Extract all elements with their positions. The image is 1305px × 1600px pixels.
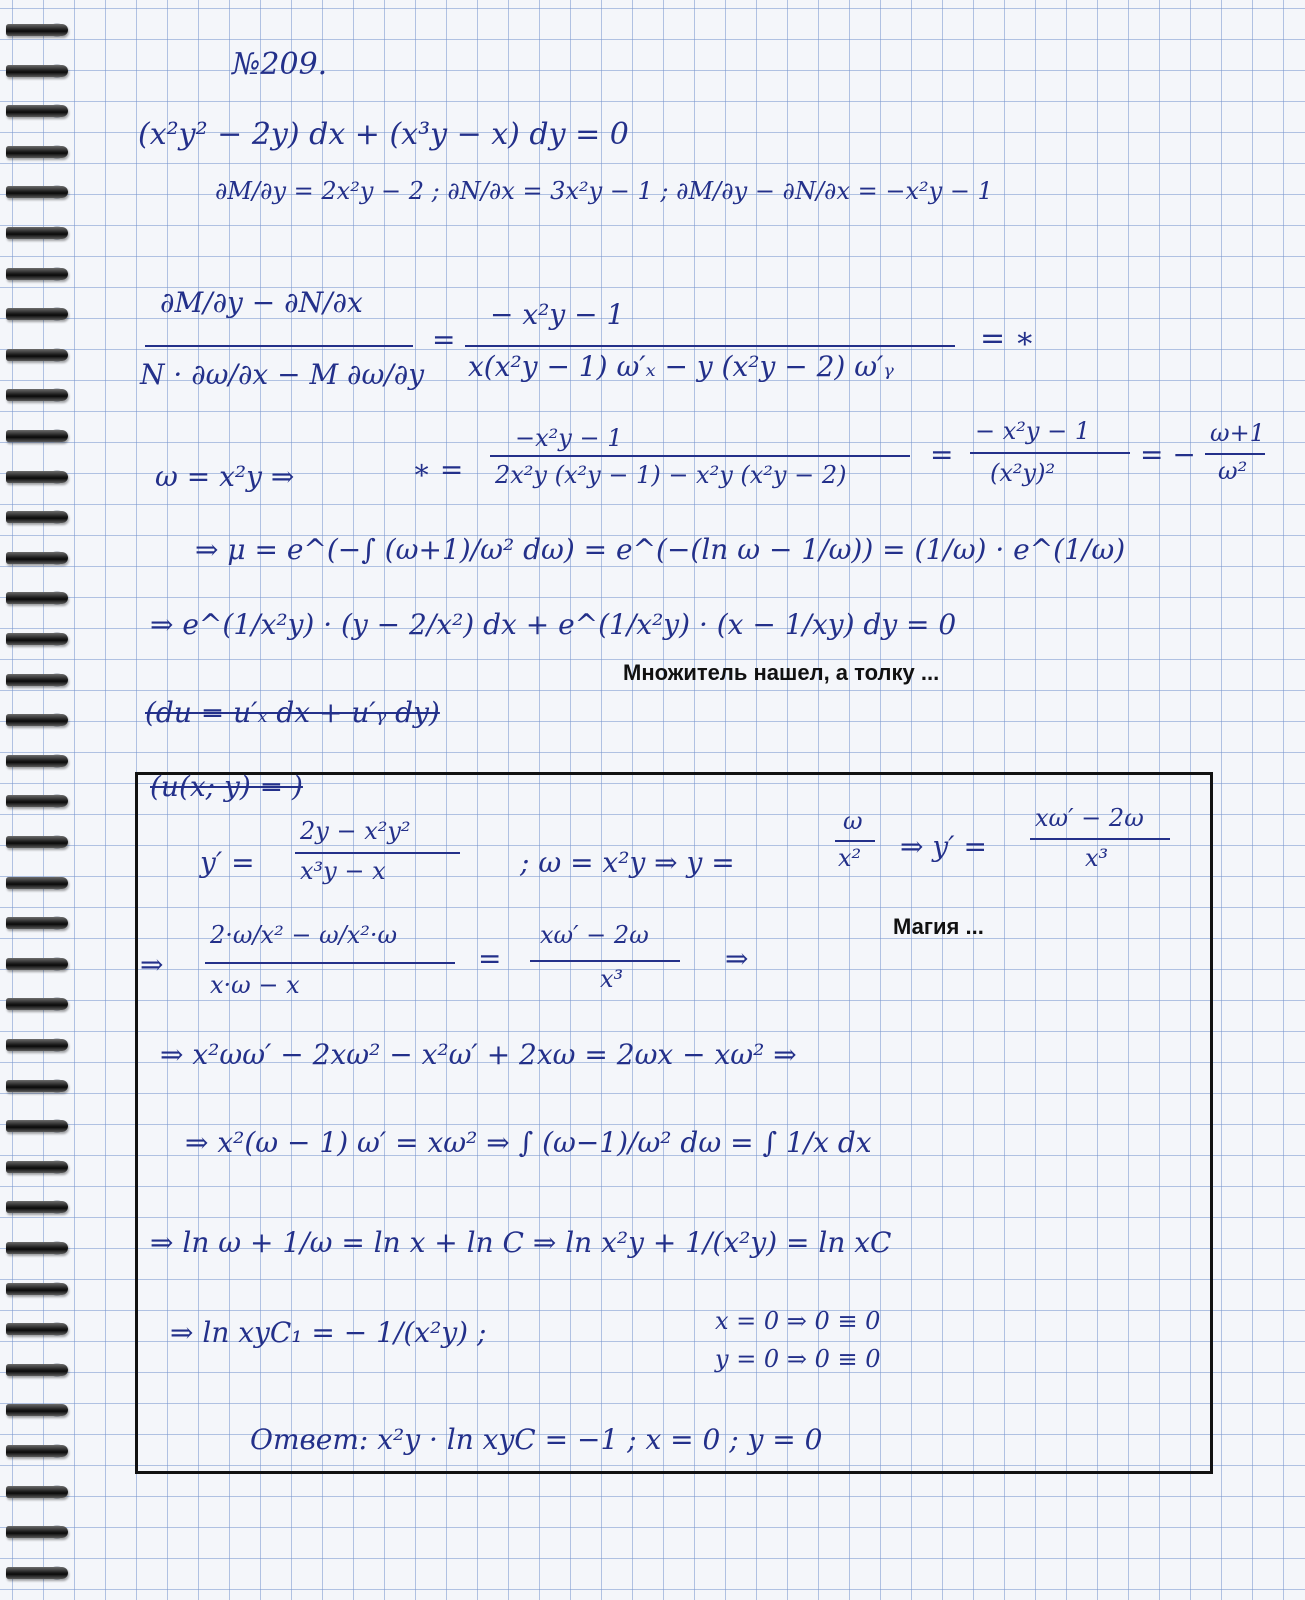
- box-l1-e-den: x³: [1085, 844, 1109, 872]
- binding-ring: [6, 511, 68, 523]
- binding-ring: [6, 1445, 68, 1457]
- binding-ring: [6, 877, 68, 889]
- box-l1-a: y′ =: [200, 846, 255, 879]
- binding-ring: [6, 755, 68, 767]
- box-l1-den: x³y − x: [300, 857, 386, 885]
- equation-line: (x²y² − 2y) dx + (x³y − x) dy = 0: [138, 117, 629, 152]
- binding-ring: [6, 389, 68, 401]
- binding-ring: [6, 714, 68, 726]
- answer-line: Ответ: x²y · ln xyC = −1 ; x = 0 ; y = 0: [250, 1423, 823, 1456]
- binding-ring: [6, 1039, 68, 1051]
- binding-ring: [6, 958, 68, 970]
- box-l1-c-num: ω: [843, 807, 863, 835]
- binding-ring: [6, 1323, 68, 1335]
- box-l1-e-num: xω′ − 2ω: [1035, 804, 1144, 832]
- binding-ring: [6, 471, 68, 483]
- fraction-bar: [205, 962, 455, 964]
- ratio-num-left: ∂M/∂y − ∂N/∂x: [160, 286, 363, 319]
- binding-ring: [6, 24, 68, 36]
- binding-ring: [6, 917, 68, 929]
- multiplier-note: Множитель нашел, а толку ...: [623, 660, 940, 685]
- binding-ring: [6, 552, 68, 564]
- box-l1-b: ; ω = x²y ⇒ y =: [520, 846, 735, 879]
- problem-number: №209.: [232, 47, 328, 82]
- subst-r1-den: (x²y)²: [990, 459, 1056, 487]
- binding-ring: [6, 1526, 68, 1538]
- multiplied-equation: ⇒ e^(1/x²y) · (y − 2/x²) dx + e^(1/x²y) · (x − 1/xy) dy = 0: [150, 608, 957, 641]
- binding-ring: [6, 186, 68, 198]
- subst-num: −x²y − 1: [515, 424, 623, 452]
- box-l6-r2: y = 0 ⇒ 0 ≡ 0: [715, 1345, 881, 1373]
- subst-star: ∗ =: [412, 453, 464, 486]
- equals-sign: =: [432, 323, 456, 356]
- struck-line-1: (du = u′ₓ dx + u′ᵧ dy): [145, 696, 440, 729]
- ratio-den-left: N · ∂ω/∂x − M ∂ω/∂y: [140, 358, 425, 391]
- box-l2-r-den: x³: [600, 965, 624, 993]
- struck-line-2: (u(x; y) = ): [150, 770, 303, 803]
- binding-ring: [6, 795, 68, 807]
- box-l2-a: ⇒: [140, 948, 164, 981]
- binding-ring: [6, 1404, 68, 1416]
- fraction-bar: [1030, 838, 1170, 840]
- binding-ring: [6, 1283, 68, 1295]
- subst-r2: = −: [1140, 438, 1196, 471]
- binding-ring: [6, 1201, 68, 1213]
- subst-r2-num: ω+1: [1210, 419, 1265, 447]
- binding-ring: [6, 430, 68, 442]
- box-l4: ⇒ x²(ω − 1) ω′ = xω² ⇒ ∫ (ω−1)/ω² dω = ∫ 1/x dx: [185, 1126, 872, 1159]
- fraction-bar: [295, 852, 460, 854]
- subst-left: ω = x²y ⇒: [155, 460, 295, 493]
- magic-note: Магия ...: [893, 914, 984, 939]
- binding-ring: [6, 1486, 68, 1498]
- binding-ring: [6, 349, 68, 361]
- binding-ring: [6, 146, 68, 158]
- binding-ring: [6, 998, 68, 1010]
- binding-ring: [6, 674, 68, 686]
- spiral-binding: [0, 0, 80, 1600]
- binding-ring: [6, 633, 68, 645]
- box-l1-num: 2y − x²y²: [300, 817, 411, 845]
- fraction-bar: [835, 840, 875, 842]
- mu-line: ⇒ μ = e^(−∫ (ω+1)/ω² dω) = e^(−(ln ω − 1/ω)) = (1/ω) · e^(1/ω): [195, 533, 1126, 566]
- subst-r2-den: ω²: [1218, 457, 1248, 485]
- partials-line: ∂M/∂y = 2x²y − 2 ; ∂N/∂x = 3x²y − 1 ; ∂M/∂y − ∂N/∂x = −x²y − 1: [215, 177, 993, 205]
- equals-sign: =: [930, 438, 954, 471]
- fraction-bar: [465, 345, 955, 347]
- box-l1-d: ⇒ y′ =: [900, 830, 987, 863]
- binding-ring: [6, 105, 68, 117]
- binding-ring: [6, 1120, 68, 1132]
- box-l6-r1: x = 0 ⇒ 0 ≡ 0: [715, 1307, 881, 1335]
- ratio-tail: = ∗: [980, 321, 1036, 356]
- subst-r1-num: − x²y − 1: [975, 417, 1091, 445]
- box-l3: ⇒ x²ωω′ − 2xω² − x²ω′ + 2xω = 2ωx − xω² ⇒: [160, 1038, 797, 1071]
- binding-ring: [6, 592, 68, 604]
- fraction-bar: [1205, 453, 1265, 455]
- fraction-bar: [145, 345, 413, 347]
- ratio-den-right: x(x²y − 1) ω′ₓ − y (x²y − 2) ω′ᵧ: [468, 350, 894, 383]
- fraction-bar: [490, 455, 910, 457]
- binding-ring: [6, 308, 68, 320]
- binding-ring: [6, 1161, 68, 1173]
- box-l2-den: x·ω − x: [210, 971, 300, 999]
- fraction-bar: [530, 960, 680, 962]
- box-l6: ⇒ ln xyC₁ = − 1/(x²y) ;: [170, 1316, 487, 1349]
- box-l2-eq: =: [478, 942, 502, 975]
- binding-ring: [6, 1080, 68, 1092]
- binding-ring: [6, 268, 68, 280]
- box-l2-tail: ⇒: [725, 942, 749, 975]
- binding-ring: [6, 836, 68, 848]
- box-l1-c-den: x²: [838, 844, 862, 872]
- binding-ring: [6, 65, 68, 77]
- box-l2-num: 2·ω/x² − ω/x²·ω: [210, 921, 398, 949]
- subst-den: 2x²y (x²y − 1) − x²y (x²y − 2): [495, 461, 847, 489]
- binding-ring: [6, 227, 68, 239]
- binding-ring: [6, 1567, 68, 1579]
- ratio-num-right: − x²y − 1: [490, 298, 625, 331]
- box-l5: ⇒ ln ω + 1/ω = ln x + ln C ⇒ ln x²y + 1/(x²y) = ln xC: [150, 1226, 892, 1259]
- box-l2-r-num: xω′ − 2ω: [540, 921, 649, 949]
- fraction-bar: [970, 452, 1130, 454]
- binding-ring: [6, 1242, 68, 1254]
- binding-ring: [6, 1364, 68, 1376]
